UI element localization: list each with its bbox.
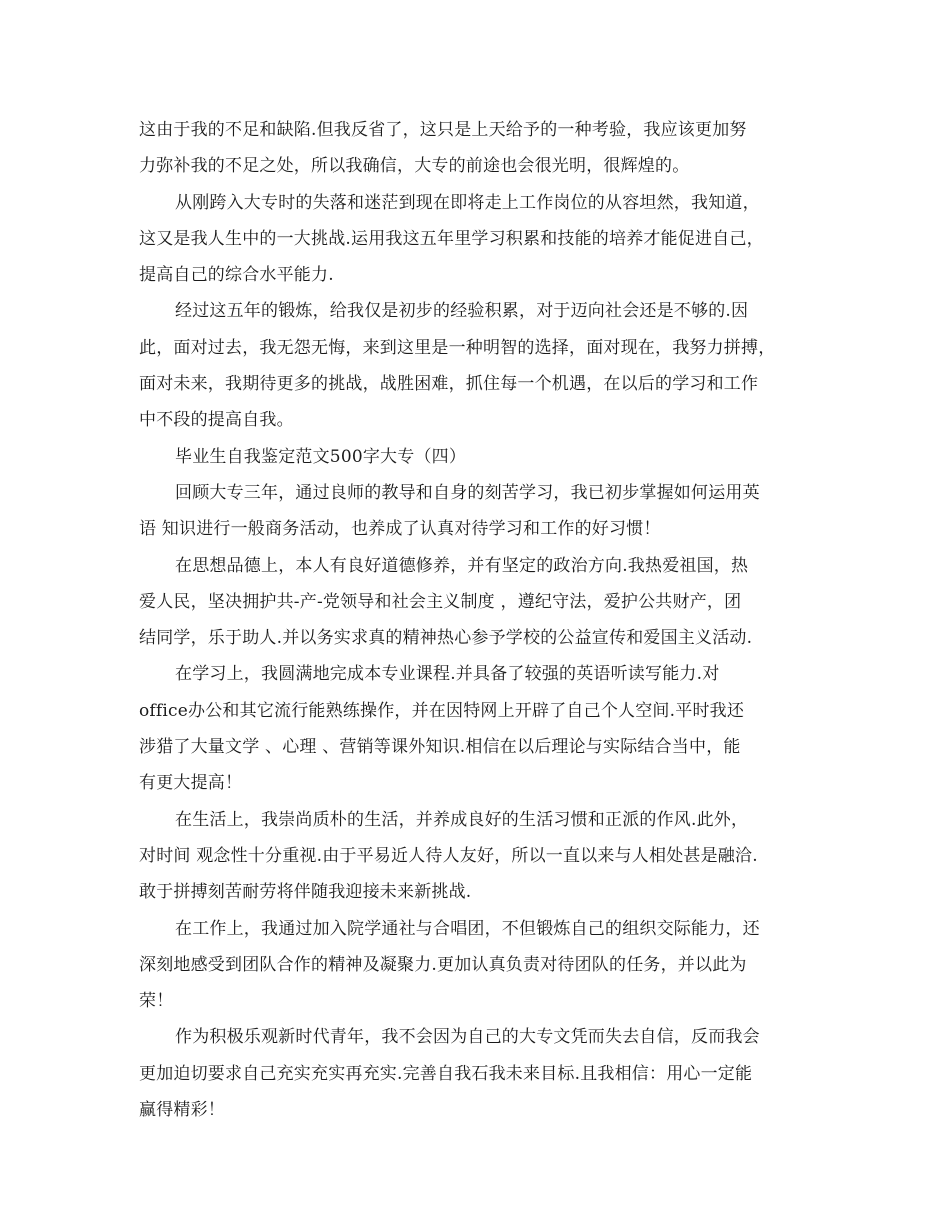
text-line: office办公和其它流行能熟练操作，并在因特网上开辟了自己个人空间.平时我还	[139, 700, 745, 721]
text-line: 提高自己的综合水平能力.	[139, 265, 334, 286]
paragraph-start-line: 在思想品德上，本人有良好道德修养，并有坚定的政治方向.我热爱祖国，热	[175, 555, 749, 576]
text-line: 赢得精彩！	[139, 1100, 225, 1121]
text-line: 面对未来，我期待更多的挑战，战胜困难，抓住每一个机遇，在以后的学习和工作	[139, 374, 759, 395]
text-line: 荣！	[139, 991, 174, 1012]
document-body	[139, 112, 829, 1128]
text-line: 此，面对过去，我无怨无悔，来到这里是一种明智的选择，面对现在，我努力拼搏，	[139, 337, 776, 358]
text-line: 更加迫切要求自己充实充实再充实.完善自我石我未来目标.且我相信：用心一定能	[139, 1063, 753, 1084]
paragraph-start-line: 在工作上，我通过加入院学通社与合唱团，不但锻炼自己的组织交际能力，还	[175, 918, 760, 939]
paragraph-start-line: 经过这五年的锻炼，给我仅是初步的经验积累，对于迈向社会还是不够的.因	[175, 301, 749, 322]
paragraph-start-line: 在生活上，我崇尚质朴的生活，并养成良好的生活习惯和正派的作风.此外，	[175, 809, 749, 830]
paragraph-start-line: 从刚跨入大专时的失落和迷茫到现在即将走上工作岗位的从容坦然，我知道，	[175, 192, 760, 213]
text-line: 这由于我的不足和缺陷.但我反省了，这只是上天给予的一种考验，我应该更加努	[139, 120, 747, 140]
paragraph-start-line: 作为积极乐观新时代青年，我不会因为自己的大专文凭而失去自信，反而我会	[175, 1027, 760, 1048]
text-line: 涉猎了大量文学 、心理 、营销等课外知识.相信在以后理论与实际结合当中，能	[139, 737, 741, 758]
text-line: 中不段的提高自我。	[139, 410, 294, 431]
text-line: 结同学，乐于助人.并以务实求真的精神热心参予学校的公益宣传和爱国主义活动.	[139, 628, 753, 649]
text-line: 对时间 观念性十分重视.由于平易近人待人友好，所以一直以来与人相处甚是融洽.	[139, 845, 758, 866]
paragraph-start-line: 回顾大专三年，通过良师的教导和自身的刻苦学习，我已初步掌握如何运用英	[175, 482, 760, 503]
section-heading: 毕业生自我鉴定范文500字大专（四）	[175, 446, 467, 467]
text-line: 语 知识进行一般商务活动，也养成了认真对待学习和工作的好习惯！	[139, 519, 661, 540]
text-line: 敢于拼搏刻苦耐劳将伴随我迎接未来新挑战.	[139, 882, 472, 903]
text-line: 深刻地感受到团队合作的精神及凝聚力.更加认真负责对待团队的任务，并以此为	[139, 954, 747, 975]
paragraph-start-line: 在学习上，我圆满地完成本专业课程.并具备了较强的英语听读写能力.对	[175, 664, 720, 685]
text-line: 爱人民，坚决拥护共-产-党领导和社会主义制度 ，遵纪守法，爱护公共财产，团	[139, 591, 742, 612]
text-line: 力弥补我的不足之处，所以我确信，大专的前途也会很光明，很辉煌的。	[139, 156, 690, 177]
text-line: 有更大提高！	[139, 773, 243, 794]
text-line: 这又是我人生中的一大挑战.运用我这五年里学习积累和技能的培养才能促进自己，	[139, 228, 764, 249]
